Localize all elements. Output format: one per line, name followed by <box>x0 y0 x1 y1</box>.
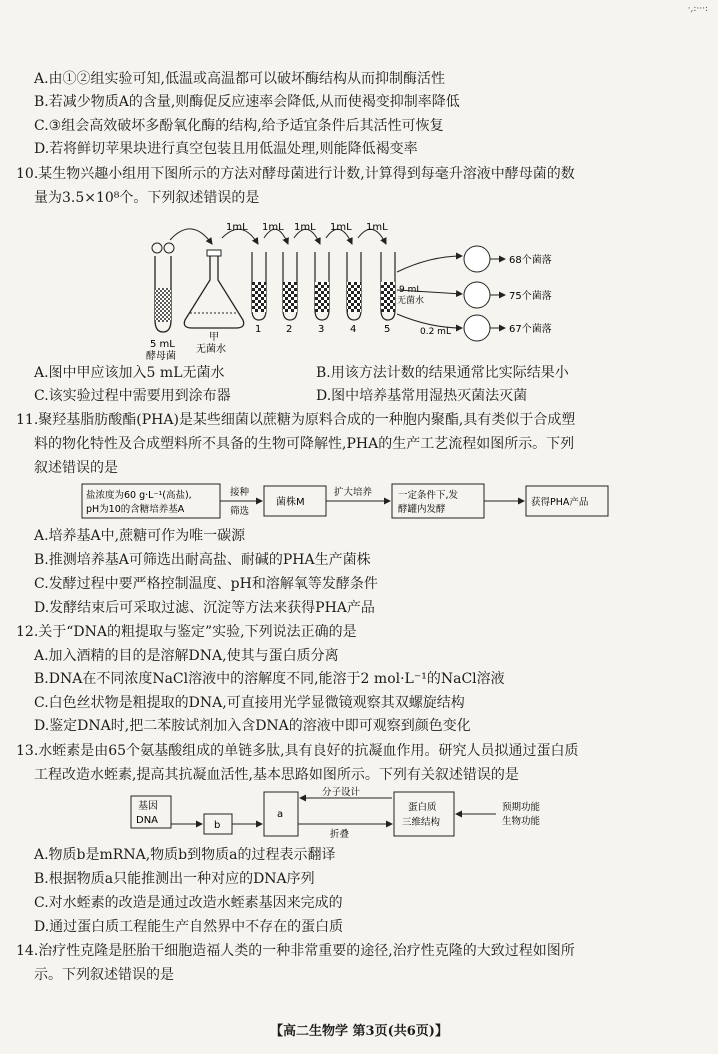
plate-1 <box>464 246 490 272</box>
q13-option-a: A.物质b是mRNA,物质b到物质a的过程表示翻译 <box>34 847 336 863</box>
flow-expected-function: 预期功能 <box>502 802 541 813</box>
colony-count-2: 75个菌落 <box>509 291 552 302</box>
q10-option-c: C.该实验过程中需要用到涂布器 <box>34 388 231 404</box>
flow-box-protein <box>394 792 454 836</box>
q14-stem-line2: 示。下列叙述错误的是 <box>34 967 174 983</box>
q12-option-d: D.鉴定DNA时,把二苯胺试剂加入含DNA的溶液中即可观察到颜色变化 <box>34 718 471 734</box>
q9-option-c: C.③组会高效破坏多酚氧化酶的结构,给予适宜条件后其活性可恢复 <box>34 118 444 134</box>
flow-box-b-label: b <box>214 820 221 831</box>
flow-arrow-inoculate: 接种 <box>230 487 250 498</box>
q11-stem-line1: 11.聚羟基脂肪酸酯(PHA)是某些细菌以蔗糖为原料合成的一种胞内聚酯,具有类似于合成塑 <box>16 412 576 428</box>
q12-option-b: B.DNA在不同浓度NaCl溶液中的溶解度不同,能溶于2 mol·L⁻¹的NaCl溶液 <box>34 671 505 687</box>
tube-number-4: 4 <box>350 324 357 335</box>
q9-option-a: A.由①②组实验可知,低温或高温都可以破坏酶结构从而抑制酶活性 <box>34 71 446 87</box>
flow-arrow-screen: 筛选 <box>230 506 250 517</box>
flow-box-gene-line2: DNA <box>136 815 159 826</box>
q11-option-d: D.发酵结束后可采取过滤、沉淀等方法来获得PHA产品 <box>34 600 375 616</box>
yeast-label: 酵母菌 <box>146 351 176 360</box>
tube-number-1: 1 <box>255 324 262 335</box>
flow-biological-function: 生物功能 <box>502 816 541 827</box>
q11-option-a: A.培养基A中,蔗糖可作为唯一碳源 <box>34 528 246 544</box>
transfer-label-5: 1mL <box>366 222 388 233</box>
q10-option-d: D.图中培养基常用湿热灭菌法灭菌 <box>316 388 528 404</box>
q13-option-b: B.根据物质a只能推测出一种对应的DNA序列 <box>34 871 315 887</box>
q14-stem-line1: 14.治疗性克隆是胚胎干细胞造福人类的一种非常重要的途径,治疗性克隆的大致过程如图所 <box>16 943 575 959</box>
flow-arrow-expand: 扩大培养 <box>334 487 373 498</box>
hirudin-flowchart <box>0 786 718 842</box>
q11-option-b: B.推测培养基A可筛选出耐高盐、耐碱的PHA生产菌株 <box>34 552 371 568</box>
dilution-tube-4 <box>347 252 361 320</box>
flow-box-a-label: a <box>277 809 284 820</box>
q9-option-d: D.若将鲜切苹果块进行真空包装且用低温处理,则能降低褐变率 <box>34 141 418 157</box>
dilution-tube-2 <box>283 252 297 320</box>
transfer-label-4: 1mL <box>330 222 352 233</box>
flow-box-gene-line1: 基因 <box>138 801 158 812</box>
q10-option-a: A.图中甲应该加入5 mL无菌水 <box>34 365 225 381</box>
tube-number-5: 5 <box>384 324 391 335</box>
flow-box-medium-line1: 盐浓度为60 g·L⁻¹(高盐), <box>86 490 192 501</box>
flask-label-jia: 甲 <box>209 332 219 343</box>
colony-count-3: 67个菌落 <box>509 324 552 335</box>
transfer-label-3: 1mL <box>294 222 316 233</box>
flow-box-ferment-line2: 酵罐内发酵 <box>398 504 446 515</box>
dilution-tube-3 <box>315 252 329 320</box>
q11-stem-line3: 叙述错误的是 <box>34 460 118 476</box>
q12-stem: 12.关于“DNA的粗提取与鉴定”实验,下列说法正确的是 <box>16 624 357 640</box>
flow-box-medium-line2: pH为10的含糖培养基A <box>86 504 185 515</box>
flask-label-water: 无菌水 <box>196 344 226 355</box>
flow-box-strain-label: 菌株M <box>276 497 305 508</box>
q13-option-d: D.通过蛋白质工程能生产自然界中不存在的蛋白质 <box>34 919 344 935</box>
q11-stem-line2: 料的物化特性及合成塑料所不具备的生物可降解性,PHA的生产工艺流程如图所示。下列 <box>34 436 575 452</box>
flow-arrow-fold: 折叠 <box>330 829 350 840</box>
page-footer: 【高二生物学 第3页(共6页)】 <box>270 1024 448 1039</box>
q10-stem-line1: 10.某生物兴趣小组用下图所示的方法对酵母菌进行计数,计算得到每毫升溶液中酵母菌的数 <box>16 166 575 182</box>
q13-stem-line1: 13.水蛭素是由65个氨基酸组成的单链多肽,具有良好的抗凝血作用。研究人员拟通过蛋白质 <box>16 743 579 759</box>
colony-count-1: 68个菌落 <box>509 255 552 266</box>
flow-box-protein-line2: 三维结构 <box>402 817 441 828</box>
q11-option-c: C.发酵过程中要严格控制温度、pH和溶解氧等发酵条件 <box>34 576 378 592</box>
q13-option-c: C.对水蛭素的改造是通过改造水蛭素基因来完成的 <box>34 895 343 911</box>
yeast-tube <box>152 243 174 332</box>
q10-option-b: B.用该方法计数的结果通常比实际结果小 <box>316 365 569 381</box>
tube-number-3: 3 <box>318 324 325 335</box>
yeast-volume-label: 5 mL <box>150 339 175 350</box>
flow-box-product-label: 获得PHA产品 <box>531 497 589 508</box>
plate-3 <box>464 315 490 341</box>
pha-flowchart <box>0 478 718 524</box>
dilution-tube-5 <box>381 252 395 320</box>
water-volume-label: 9 mL <box>399 285 422 295</box>
flow-arrow-design: 分子设计 <box>322 787 361 798</box>
dilution-figure <box>0 210 718 360</box>
transfer-label-1: 1mL <box>226 222 248 233</box>
flask-jia <box>184 250 243 328</box>
tube-number-2: 2 <box>286 324 293 335</box>
plate-2 <box>464 282 490 308</box>
q12-option-c: C.白色丝状物是粗提取的DNA,可直接用光学显微镜观察其双螺旋结构 <box>34 695 465 711</box>
q12-option-a: A.加入酒精的目的是溶解DNA,使其与蛋白质分离 <box>34 648 339 664</box>
flow-box-protein-line1: 蛋白质 <box>408 802 437 813</box>
dilution-tube-1 <box>252 252 266 320</box>
plating-volume-label: 0.2 mL <box>420 327 451 337</box>
q10-stem-line2: 量为3.5×10⁸个。下列叙述错误的是 <box>34 190 260 206</box>
q9-option-b: B.若减少物质A的含量,则酶促反应速率会降低,从而使褐变抑制率降低 <box>34 94 460 110</box>
q13-stem-line2: 工程改造水蛭素,提高其抗凝血活性,基本思路如图所示。下列有关叙述错误的是 <box>34 767 519 783</box>
transfer-label-2: 1mL <box>262 222 284 233</box>
corner-mark: ·,:···: <box>687 4 708 14</box>
flow-box-ferment-line1: 一定条件下,发 <box>398 490 459 501</box>
water-label: 无菌水 <box>397 296 425 306</box>
